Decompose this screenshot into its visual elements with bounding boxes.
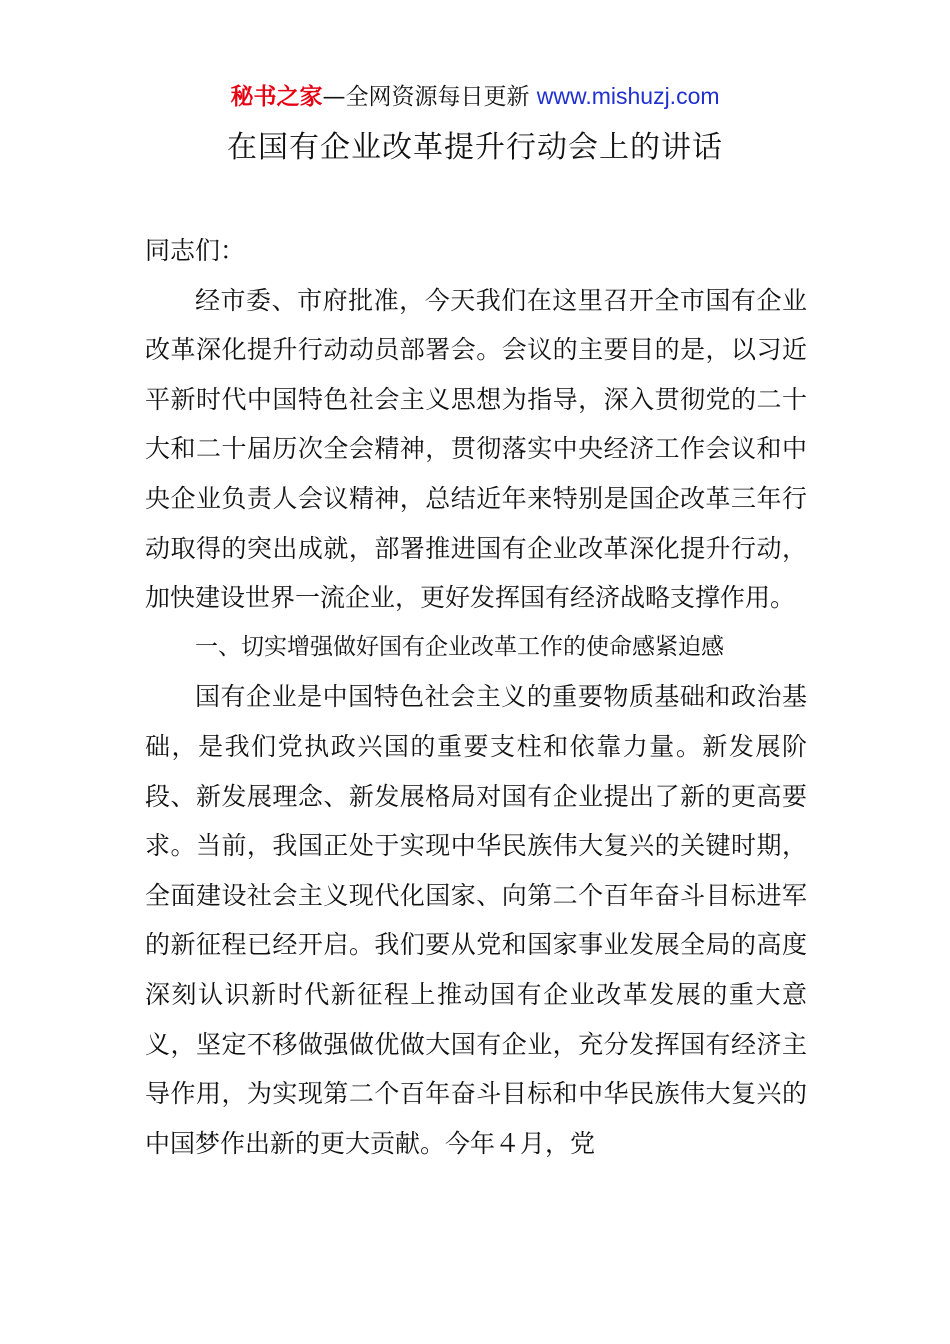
site-url-link[interactable]: www.mishuzj.com xyxy=(536,83,720,109)
section-heading: 一、切实增强做好国有企业改革工作的使命感紧迫感 xyxy=(195,633,724,660)
document-title: 在国有企业改革提升行动会上的讲话 xyxy=(227,130,723,165)
site-brand: 秘书之家 xyxy=(230,84,323,110)
paragraph: 国有企业是中国特色社会主义的重要物质基础和政治基础，是我们党执政兴国的重要支柱和依靠力量。新发展阶段、新发展理念、新发展格局对国有企业提出了新的更高要求。当前，我国正处于实现中华民族伟大复兴的关键时期，全面建设社会主义现代化国家、向第二个百年奋斗目标进军的新征程已经开启。我们要从党和国家事业发展全局的高度深刻认识新时代新征程上推动国有企业改革发展的重大意义，坚定不移做强做优做大国有企业，充分发挥国有经济主导作用，为实现第二个百年奋斗目标和中华民族伟大复兴的中国梦作出新的更大贡献。今年４月，党 xyxy=(145,682,807,1158)
salutation: 同志们： xyxy=(145,236,246,265)
site-tagline: —全网资源每日更新 xyxy=(322,84,537,110)
paragraph: 经市委、市府批准，今天我们在这里召开全市国有企业改革深化提升行动动员部署会。会议的主要目的是，以习近平新时代中国特色社会主义思想为指导，深入贯彻党的二十大和二十届历次全会精神，贯彻落实中央经济工作会议和中央企业负责人会议精神，总结近年来特别是国企改革三年行动取得的突出成就，部署推进国有企业改革深化提升行动，加快建设世界一流企业，更好发挥国有经济战略支撑作用。 xyxy=(145,285,807,613)
document-body xyxy=(145,226,807,1168)
site-header xyxy=(0,80,950,113)
